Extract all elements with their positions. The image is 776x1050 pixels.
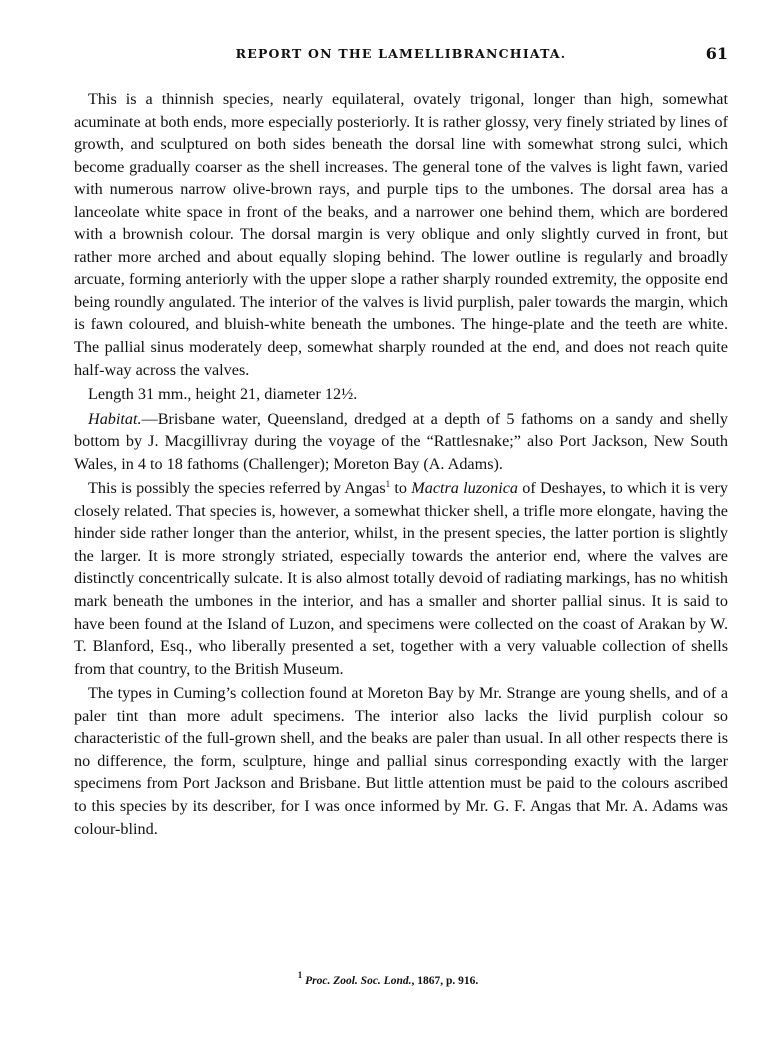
paragraph-habitat [74, 408, 728, 476]
paragraph-comparison [74, 477, 728, 680]
comparison-text-c: of Deshayes, to which it is very closely related. That species is, however, a somewhat thicker shell, a trifle more elongate, having the hinder side rather longer than the anterior, whilst, in the present species, the latter portion is slightly the larger. It is more strongly striated, especially towards the anterior end, where the valves are distinctly concentrically sulcate. It is also almost totally devoid of radiating markings, has no whitish mark beneath the umbones in the interior, and has a smaller and shorter pallial sinus. It is said to have been found at the Island of Luzon, and specimens were collected on the coast of Arakan by W. T. Blanford, Esq., who liberally presented a set, together with a very valuable collection of shells from that country, to the British Museum. [74, 479, 729, 678]
habitat-label: Habitat. [88, 409, 142, 428]
footnote-ref: 1 [385, 479, 391, 490]
footnote-source: Proc. Zool. Soc. Lond. [305, 975, 412, 987]
habitat-text: —Brisbane water, Queensland, dredged at a depth of 5 fathoms on a sandy and shelly bottom by J. Macgillivray during the voyage of the “Rattlesnake;” also Port Jackson, New South Wales, in 4 to 18 fathoms (Challenger); Moreton Bay (A. Adams). [74, 409, 728, 473]
footnote-rest: , 1867, p. 916. [411, 975, 479, 987]
paragraph-measurements: Length 31 mm., height 21, diameter 12½. [88, 385, 358, 404]
running-head: REPORT ON THE LAMELLIBRANCHIATA. [235, 46, 567, 61]
page-number: 61 [705, 44, 728, 63]
comparison-text-a: This is possibly the species referred by Angas [88, 479, 386, 498]
species-name: Mactra luzonica [411, 479, 519, 498]
paragraph-types: The types in Cuming’s collection found at Moreton Bay by Mr. Strange are young shells, and of a paler tint than more adult specimens. The interior also lacks the livid purplish colour so characteristic of the full-grown shell, and the beaks are paler than usual. In all other respects there is no difference, the form, sculpture, hinge and pallial sinus corresponding exactly with the larger specimens from Port Jackson and Brisbane. But little attention must be paid to the colours ascribed to this species by its describer, for I was once informed by Mr. G. F. Angas that Mr. A. Adams was colour-blind. [74, 684, 728, 838]
article-body [74, 88, 728, 840]
comparison-text-b: to [390, 479, 412, 498]
footnote-marker: 1 [297, 970, 303, 980]
paragraph-description: This is a thinnish species, nearly equilateral, ovately trigonal, longer than high, somewhat acuminate at both ends, more especially posteriorly. It is rather glossy, very finely striated by lines of growth, and sculptured on both sides beneath the dorsal line with somewhat strong sulci, which become gradually coarser as the shell increases. The general tone of the valves is light fawn, varied with numerous narrow olive-brown rays, and purple tips to the umbones. The dorsal area has a lanceolate white space in front of the beaks, and a narrower one behind them, which are bordered with a brownish colour. The dorsal margin is very oblique and only slightly curved in front, but rather more arched and about equally sloping behind. The lower outline is regularly and broadly arcuate, forming anteriorly with the upper slope a rather sharply rounded extremity, the opposite end being roundly angulated. The interior of the valves is livid purplish, paler towards the margin, which is fawn coloured, and bluish-white beneath the umbones. The hinge-plate and the teeth are white. The pallial sinus moderately deep, somewhat sharply rounded at the end, and does not reach quite half-way across the valves. [74, 90, 728, 379]
footnote [0, 970, 776, 987]
page-header [74, 46, 728, 68]
